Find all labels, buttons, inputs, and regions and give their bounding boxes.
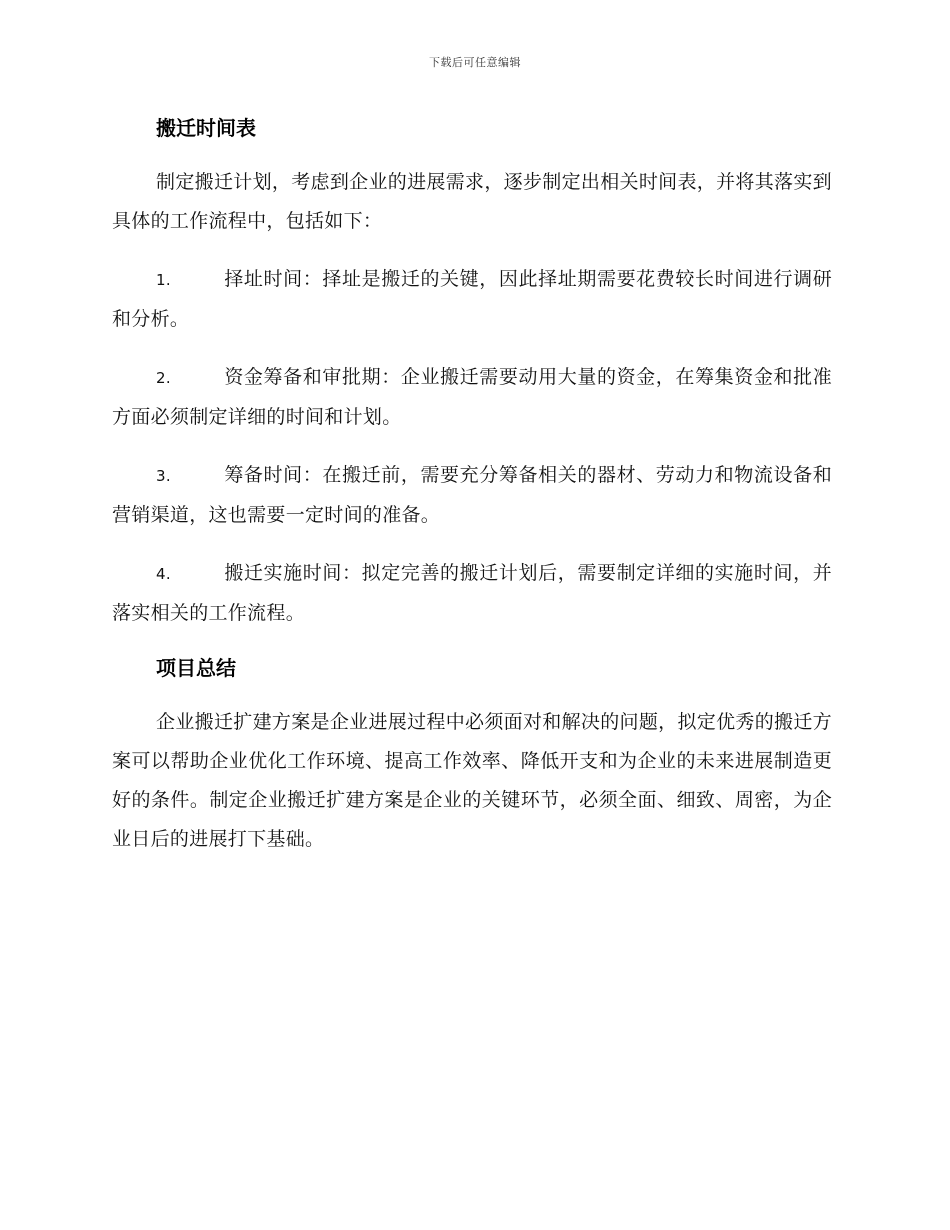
- document-body: [112, 108, 832, 859]
- list-number: 3.: [156, 467, 171, 485]
- list-item-text: 资金筹备和审批期：企业搬迁需要动用大量的资金，在筹集资金和批准方面必须制定详细的时间和计划。: [112, 366, 832, 428]
- summary-paragraph: 企业搬迁扩建方案是企业进展过程中必须面对和解决的问题，拟定优秀的搬迁方案可以帮助企业优化工作环境、提高工作效率、降低开支和为企业的未来进展制造更好的条件。制定企业搬迁扩建方案是企业的关键环节，必须全面、细致、周密，为企业日后的进展打下基础。: [112, 711, 832, 850]
- section-title-schedule: 搬迁时间表: [156, 116, 256, 140]
- schedule-intro-paragraph: 制定搬迁计划，考虑到企业的进展需求，逐步制定出相关时间表，并将其落实到具体的工作流程中，包括如下：: [112, 171, 832, 232]
- list-item-text: 择址时间：择址是搬迁的关键，因此择址期需要花费较长时间进行调研和分析。: [112, 268, 832, 330]
- list-item: [112, 260, 832, 339]
- list-number: 2.: [156, 369, 171, 387]
- list-number: 1.: [156, 271, 171, 289]
- header-note: 下载后可任意编辑: [429, 56, 521, 69]
- section-title-summary: 项目总结: [156, 656, 236, 680]
- list-number: 4.: [156, 565, 171, 583]
- list-item: [112, 554, 832, 633]
- list-item-text: 筹备时间：在搬迁前，需要充分筹备相关的器材、劳动力和物流设备和营销渠道，这也需要一定时间的准备。: [112, 464, 832, 526]
- list-item: [112, 358, 832, 437]
- list-item-text: 搬迁实施时间：拟定完善的搬迁计划后，需要制定详细的实施时间，并落实相关的工作流程。: [112, 562, 832, 624]
- list-item: [112, 456, 832, 535]
